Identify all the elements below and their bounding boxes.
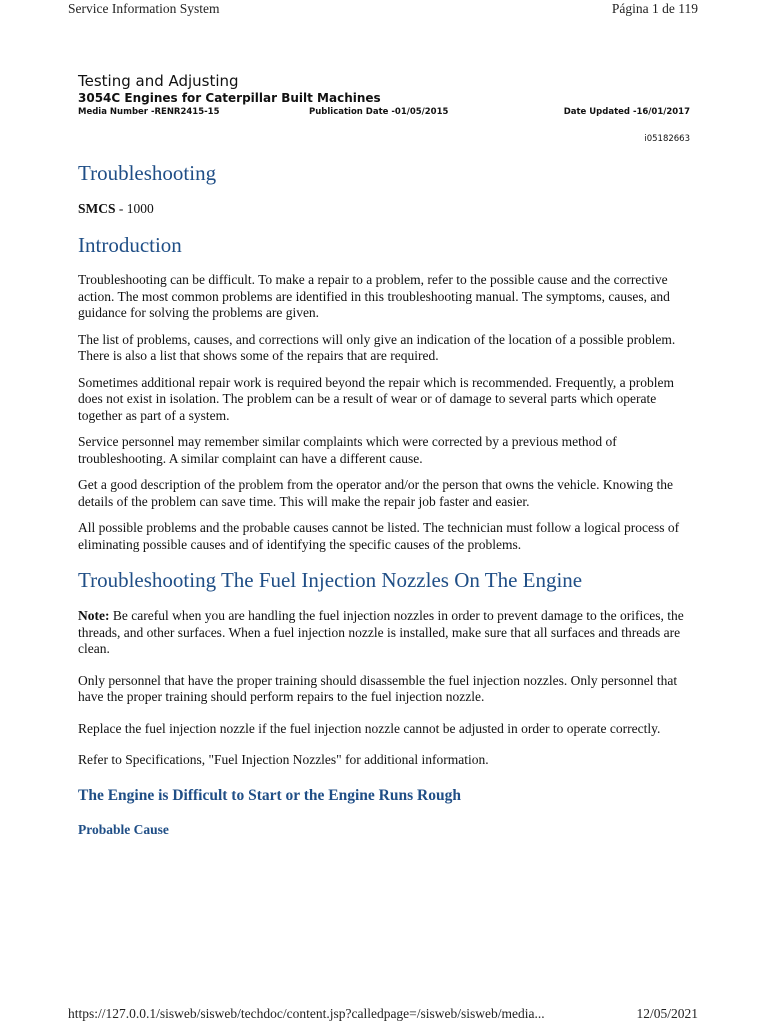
media-number: Media Number -RENR2415-15 [78, 107, 220, 117]
heading-troubleshooting: Troubleshooting [78, 161, 217, 185]
publication-date: Publication Date -01/05/2015 [309, 107, 449, 117]
document-title: Testing and Adjusting [78, 72, 239, 90]
intro-paragraph: The list of problems, causes, and corrections will only give an indication of the location of a possible problem. There is also a list that shows some of the repairs that are required. [78, 331, 676, 363]
heading-introduction: Introduction [78, 233, 182, 257]
document-meta-row [78, 106, 692, 118]
nozzle-paragraph: Only personnel that have the proper training should disassemble the fuel injection nozzles. Only personnel that have the proper training should perform repairs to the fuel injection nozzle. [78, 672, 678, 704]
intro-paragraph: Sometimes additional repair work is required beyond the repair which is recommended. Frequently, a problem does not exist in isolation. The problem can be a result of wear or of damage to several parts which operate together as part of a system. [78, 374, 674, 423]
date-updated: Date Updated -16/01/2017 [563, 107, 690, 117]
subheading-probable-cause: Probable Cause [78, 821, 169, 837]
note-paragraph [78, 608, 692, 658]
print-header-app-name: Service Information System [68, 1, 220, 16]
smcs-value: - 1000 [115, 201, 154, 216]
subheading-difficult-to-start: The Engine is Difficult to Start or the Engine Runs Rough [78, 786, 461, 804]
print-footer [68, 1005, 698, 1023]
nozzle-paragraph: Refer to Specifications, "Fuel Injection Nozzles" for additional information. [78, 752, 489, 767]
document-id: i05182663 [644, 134, 690, 144]
smcs-line [78, 200, 692, 218]
heading-fuel-injection-nozzles: Troubleshooting The Fuel Injection Nozzles On The Engine [78, 568, 583, 592]
intro-paragraph: Service personnel may remember similar complaints which were corrected by a previous method of troubleshooting. A similar complaint can have a different cause. [78, 434, 617, 466]
document-body [78, 73, 692, 839]
intro-paragraph: Get a good description of the problem from the operator and/or the person that owns the vehicle. Knowing the details of the problem can save time. This will make the repair job faster and easier. [78, 477, 673, 509]
intro-paragraph: All possible problems and the probable causes cannot be listed. The technician must follow a logical process of eliminating possible causes and of identifying the specific causes of the problems. [78, 520, 680, 552]
print-header-page-number: Página 1 de 119 [611, 1, 698, 16]
intro-paragraph: Troubleshooting can be difficult. To make a repair to a problem, refer to the possible cause and the corrective action. The most common problems are identified in this troubleshooting manual. The symptoms, causes, and guidance for solving the problems are given. [78, 272, 670, 320]
print-footer-date: 12/05/2021 [636, 1006, 698, 1021]
note-text: Be careful when you are handling the fuel injection nozzles in order to prevent damage to the orifices, the threads, and other surfaces. When a fuel injection nozzle is installed, make sure that all surfaces and threads are clean. [78, 608, 684, 656]
print-footer-url: https://127.0.0.1/sisweb/sisweb/techdoc/content.jsp?calledpage=/sisweb/sisweb/media... [68, 1006, 545, 1021]
note-label: Note: [78, 608, 110, 623]
print-header [68, 0, 698, 18]
nozzle-paragraph: Replace the fuel injection nozzle if the fuel injection nozzle cannot be adjusted in order to operate correctly. [78, 720, 661, 736]
smcs-label: SMCS [78, 201, 116, 216]
document-subtitle: 3054C Engines for Caterpillar Built Machines [78, 91, 381, 105]
